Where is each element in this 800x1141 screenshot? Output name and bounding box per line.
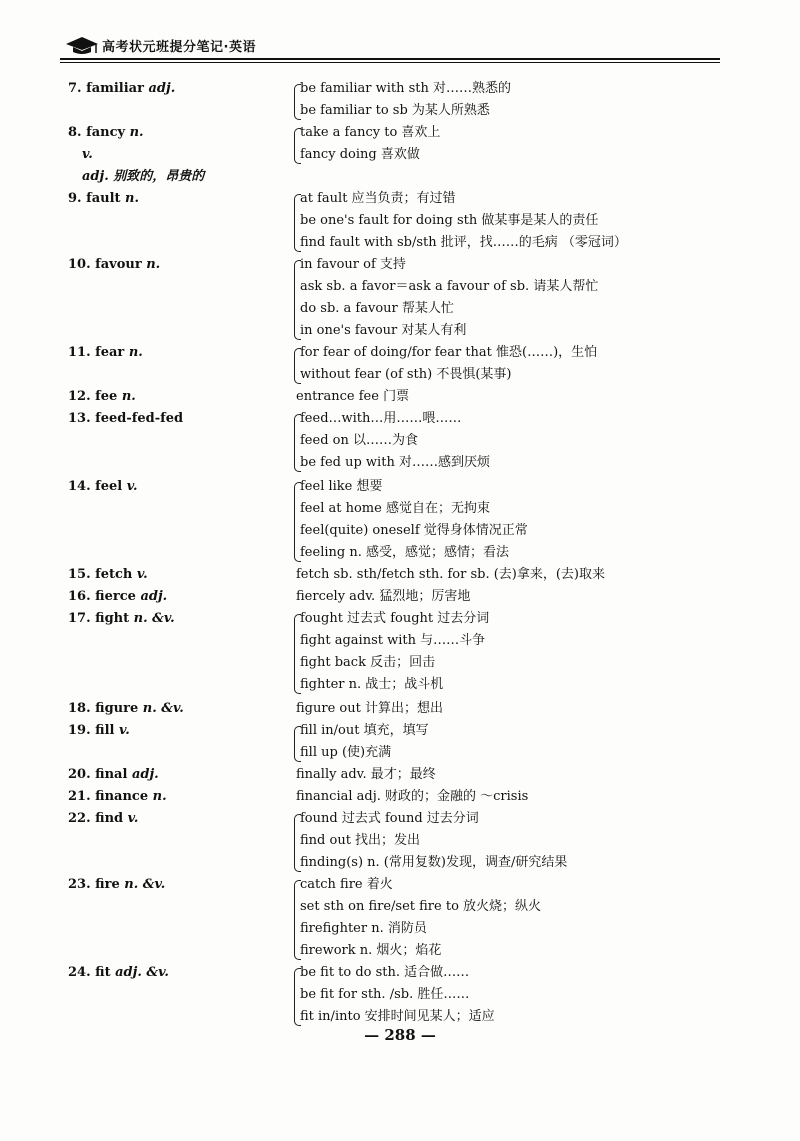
bracket-icon xyxy=(294,482,301,562)
entry-phrases xyxy=(300,188,627,254)
phrase-line: do sb. a favour 帮某人忙 xyxy=(300,301,454,316)
bracket-icon xyxy=(294,260,301,340)
header-title: 高考状元班提分笔记·英语 xyxy=(102,40,256,55)
entry-phrases xyxy=(300,808,567,874)
phrase-line: finding(s) n. (常用复数)发现，调查/研究结果 xyxy=(300,855,568,870)
headword-text: 12. fee xyxy=(68,389,122,404)
phrase-line: fighter n. 战士；战斗机 xyxy=(300,677,444,692)
bracket-icon xyxy=(294,348,301,384)
part-of-speech: n. xyxy=(146,257,161,272)
entry-phrases xyxy=(300,476,528,564)
phrase-line: fought 过去式 fought 过去分词 xyxy=(300,611,490,626)
entry-phrases xyxy=(296,764,436,786)
entry-phrases xyxy=(300,254,598,342)
entry-headword xyxy=(68,586,167,608)
page-number: — 288 — xyxy=(364,1026,436,1044)
entry-headword xyxy=(68,254,160,276)
entry-headword xyxy=(68,608,175,630)
headword-text: 8. fancy xyxy=(68,125,130,140)
headword-text: 23. fire xyxy=(68,877,125,892)
headword-text: 13. feed-fed-fed xyxy=(68,411,184,426)
phrase-line: feed on 以……为食 xyxy=(300,433,418,448)
bracket-icon xyxy=(294,84,301,120)
phrase-line: firework n. 烟火；焰花 xyxy=(300,943,442,958)
headword-text: 7. familiar xyxy=(68,81,149,96)
bracket-icon xyxy=(294,414,301,472)
part-of-speech: v. xyxy=(119,723,130,738)
phrase-line: fancy doing 喜欢做 xyxy=(300,147,420,162)
entry-headword xyxy=(68,386,136,408)
part-of-speech: adj. &v. xyxy=(115,965,169,980)
entry-headword xyxy=(68,342,143,364)
part-of-speech: n. xyxy=(129,125,144,140)
phrase-line: set sth on fire/set fire to 放火烧；纵火 xyxy=(300,899,542,914)
bracket-icon xyxy=(294,726,301,762)
part-of-speech: n. xyxy=(121,389,136,404)
headword-text: 10. favour xyxy=(68,257,147,272)
phrase-line: feel(quite) oneself 觉得身体情况正常 xyxy=(300,523,528,538)
headword-extra-sense: adj. 别致的，昂贵的 xyxy=(82,169,205,184)
entry-headword xyxy=(68,808,138,830)
headword-text: 22. find xyxy=(68,811,128,826)
phrase-line: fit in/into 安排时间见某人；适应 xyxy=(300,1009,495,1024)
headword-text: 20. final xyxy=(68,767,132,782)
headword-text: 15. fetch xyxy=(68,567,137,582)
phrase-line: figure out 计算出；想出 xyxy=(296,701,443,716)
phrase-line: in favour of 支持 xyxy=(300,257,406,272)
part-of-speech: n. xyxy=(128,345,143,360)
phrase-line: feed…with…用……喂…… xyxy=(300,411,462,426)
headword-text: 21. finance xyxy=(68,789,153,804)
entry-headword xyxy=(68,78,175,100)
phrase-line: for fear of doing/for fear that 惟恐(……)，生怕 xyxy=(300,345,598,360)
entry-headword xyxy=(68,764,159,786)
phrase-line: feel like 想要 xyxy=(300,479,383,494)
phrase-line: found 过去式 found 过去分词 xyxy=(300,811,479,826)
entry-phrases xyxy=(300,122,440,166)
part-of-speech: n. &v. xyxy=(142,701,184,716)
bracket-icon xyxy=(294,880,301,960)
entry-headword xyxy=(68,962,169,984)
phrase-line: without fear (of sth) 不畏惧(某事) xyxy=(300,367,512,382)
headword-text: 11. fear xyxy=(68,345,129,360)
bracket-icon xyxy=(294,968,301,1026)
entry-phrases xyxy=(296,786,528,808)
entry-phrases xyxy=(300,342,597,386)
part-of-speech: adj. xyxy=(131,767,159,782)
phrase-line: be familiar with sth 对……熟悉的 xyxy=(300,81,512,96)
headword-text: 9. fault xyxy=(68,191,126,206)
phrase-line: at fault 应当负责；有过错 xyxy=(300,191,456,206)
part-of-speech: n. &v. xyxy=(124,877,166,892)
bracket-icon xyxy=(294,814,301,872)
phrase-line: fight back 反击；回击 xyxy=(300,655,436,670)
part-of-speech: v. xyxy=(127,811,139,826)
phrase-line: ask sb. a favor＝ask a favour of sb. 请某人帮忙 xyxy=(300,279,599,294)
phrase-line: find out 找出；发出 xyxy=(300,833,421,848)
entry-phrases xyxy=(300,720,429,764)
entry-phrases xyxy=(296,586,470,608)
phrase-line: be fit for sth. /sb. 胜任…… xyxy=(300,987,470,1002)
bracket-icon xyxy=(294,614,301,694)
phrase-line: firefighter n. 消防员 xyxy=(300,921,427,936)
phrase-line: be familiar to sb 为某人所熟悉 xyxy=(300,103,490,118)
entry-phrases xyxy=(300,408,490,474)
phrase-line: take a fancy to 喜欢上 xyxy=(300,125,441,140)
part-of-speech: n. &v. xyxy=(133,611,175,626)
phrase-line: fill in/out 填充，填写 xyxy=(300,723,429,738)
entry-headword xyxy=(68,698,184,720)
phrase-line: be fed up with 对……感到厌烦 xyxy=(300,455,490,470)
part-of-speech: n. xyxy=(125,191,140,206)
entry-phrases xyxy=(300,608,489,696)
phrase-line: fight against with 与……斗争 xyxy=(300,633,486,648)
part-of-speech: v. xyxy=(136,567,148,582)
headword-text: 24. fit xyxy=(68,965,116,980)
phrase-line: catch fire 着火 xyxy=(300,877,393,892)
phrase-line: feel at home 感觉自在；无拘束 xyxy=(300,501,490,516)
phrase-line: be fit to do sth. 适合做…… xyxy=(300,965,470,980)
headword-extra-sense: v. xyxy=(82,147,93,162)
entry-headword xyxy=(68,786,167,808)
phrase-line: feeling n. 感受，感觉；感情；看法 xyxy=(300,545,509,560)
part-of-speech: adj. xyxy=(140,589,168,604)
phrase-line: financial adj. 财政的；金融的 ～crisis xyxy=(296,789,529,804)
headword-text: 19. fill xyxy=(68,723,119,738)
headword-text: 14. feel xyxy=(68,479,127,494)
entry-headword xyxy=(68,476,138,498)
entry-phrases xyxy=(300,874,541,962)
phrase-line: in one's favour 对某人有利 xyxy=(300,323,467,338)
entry-headword xyxy=(68,564,148,586)
entry-headword xyxy=(68,874,165,896)
part-of-speech: v. xyxy=(126,479,138,494)
entry-phrases xyxy=(296,698,443,720)
entry-phrases xyxy=(300,962,495,1028)
phrase-line: entrance fee 门票 xyxy=(296,389,410,404)
phrase-line: be one's fault for doing sth 做某事是某人的责任 xyxy=(300,213,599,228)
phrase-line: finally adv. 最才；最终 xyxy=(296,767,436,782)
phrase-line: find fault with sb/sth 批评，找……的毛病 （零冠词） xyxy=(300,235,627,250)
headword-text: 17. fight xyxy=(68,611,134,626)
part-of-speech: n. xyxy=(152,789,167,804)
entry-phrases xyxy=(296,386,409,408)
bracket-icon xyxy=(294,194,301,252)
entry-headword xyxy=(68,122,204,188)
phrase-line: fetch sb. sth/fetch sth. for sb. (去)拿来，(去)取来 xyxy=(296,567,605,582)
part-of-speech: adj. xyxy=(148,81,176,96)
entry-headword xyxy=(68,188,139,210)
phrase-line: fiercely adv. 猛烈地；厉害地 xyxy=(296,589,471,604)
headword-text: 18. figure xyxy=(68,701,143,716)
entry-phrases xyxy=(300,78,511,122)
entry-phrases xyxy=(296,564,605,586)
entry-headword xyxy=(68,408,183,430)
entry-headword xyxy=(68,720,130,742)
headword-text: 16. fierce xyxy=(68,589,141,604)
bracket-icon xyxy=(294,128,301,164)
phrase-line: fill up (使)充满 xyxy=(300,745,392,760)
